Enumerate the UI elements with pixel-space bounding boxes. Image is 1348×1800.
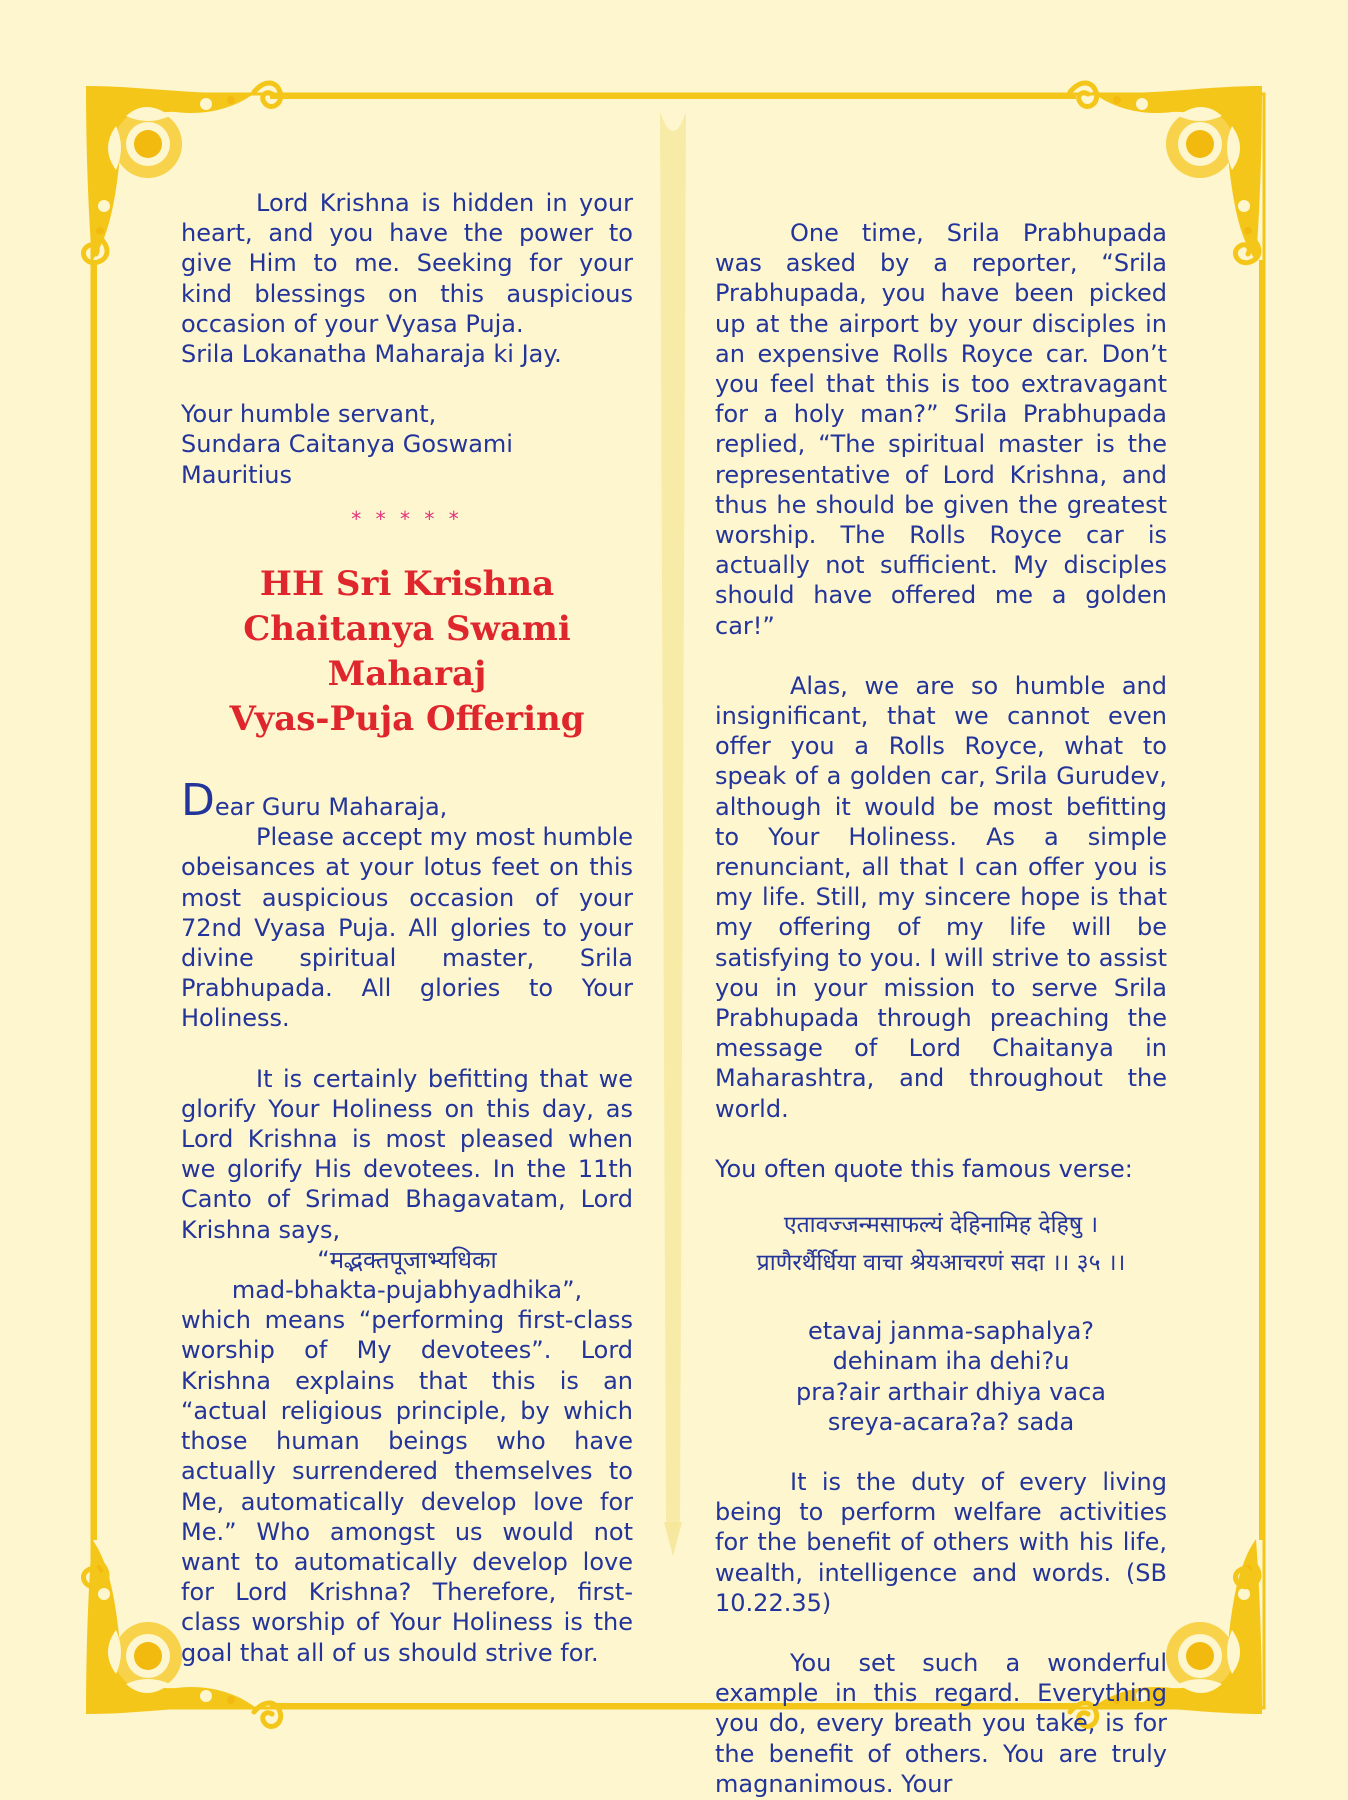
- verse-translit-line-3: pra?air arthair dhiya vaca: [796, 1377, 1106, 1406]
- befitting-paragraph: It is certainly befitting that we glorify Your Holiness on this day, as Lord Krishna is most pleased when we glorify His devotees. In the 11th Canto of Srimad Bhagavatam, Lord Krishna says,: [181, 1064, 633, 1244]
- title-line-4: Vyas-Puja Offering: [229, 699, 585, 740]
- verse-translit-line-1: etavaj janma-saphalya?: [807, 1317, 1095, 1346]
- signature-location: Mauritius: [181, 460, 292, 489]
- verse-translit-line-4: sreya-acara?a? sada: [827, 1407, 1075, 1436]
- closing-paragraph: Lord Krishna is hidden in your heart, and you have the power to give Him to me. Seeking for your kind blessings on this auspicious occasion of your Vyasa Puja.: [181, 189, 633, 338]
- humble-paragraph: Alas, we are so humble and insignificant, that we cannot even offer you a Rolls Royce, what to speak of a golden car, Srila Gurudev, although it would be most befitting to Your Holiness. As a simple renunciant, all that I can offer you is my life. Still, my sincere hope is that my offering of my life will be satisfying to you. I will strive to assist you in your mission to serve Srila Prabhupada through preaching the message of Lord Chaitanya in Maharashtra, and throughout the world.: [715, 671, 1167, 1123]
- section-separator: * * * * *: [351, 506, 463, 531]
- verse-devanagari-line-2: प्राणैरर्थैर्धिया वाचा श्रेयआचरणं सदा ।। ३५ ।।: [756, 1250, 1126, 1277]
- title-line-2: Chaitanya Swami: [243, 609, 571, 650]
- salutation: [181, 775, 633, 827]
- drop-cap: D: [181, 775, 215, 827]
- signature-name: Sundara Caitanya Goswami: [181, 430, 513, 459]
- title-line-3: Maharaj: [327, 654, 487, 695]
- reporter-paragraph: One time, Srila Prabhupada was asked by a reporter, “Srila Prabhupada, you have been picked up at the airport by your disciples in an expensive Rolls Royce car. Don’t you feel that this is too extravagant for a holy man?” Srila Prabhupada replied, “The spiritual master is the representative of Lord Krishna, and thus he should be given the greatest worship. The Rolls Royce car is actually not sufficient. My disciples should have offered me a golden car!”: [715, 219, 1167, 640]
- verse-intro: You often quote this famous verse:: [715, 1154, 1133, 1183]
- verse-devanagari-line-1: एतावज्जन्मसाफल्यं देहिनामिह देहिषु ।: [783, 1212, 1099, 1239]
- title-line-1: HH Sri Krishna: [259, 564, 555, 605]
- meaning-paragraph: which means “performing first-class worship of My devotees”. Lord Krishna explains that this is an “actual religious principle, by which those human beings who have actually surrendered themselves to Me, automatically develop love for Me.” Who amongst us would not want to automatically develop love for Lord Krishna? Therefore, first-class worship of Your Holiness is the goal that all of us should strive for.: [181, 1306, 633, 1667]
- transliteration-quote: mad-bhakta-pujabhyadhika”,: [231, 1276, 583, 1305]
- devanagari-quote: “मद्भक्तपूजाभ्यधिका: [317, 1245, 497, 1274]
- jay-line: Srila Lokanatha Maharaja ki Jay.: [181, 340, 562, 369]
- offering-title: [181, 562, 633, 742]
- verse-translation: It is the duty of every living being to perform welfare activities for the benefit of others with his life, wealth, intelligence and words. (SB 10.22.35): [715, 1467, 1167, 1617]
- signature-line-1: Your humble servant,: [181, 400, 437, 429]
- left-column: [181, 188, 633, 1668]
- salutation-text: ear Guru Maharaja,: [214, 793, 448, 822]
- obeisance-paragraph: Please accept my most humble obeisances at your lotus feet on this most auspicious occasion of your 72nd Vyasa Puja. All glories to your divine spiritual master, Srila Prabhupada. All glories to Your Holiness.: [181, 823, 633, 1033]
- right-column: [715, 218, 1167, 1799]
- example-paragraph: You set such a wonderful example in this regard. Everything you do, every breath you take, is for the benefit of others. You are truly magnanimous. Your: [715, 1648, 1167, 1798]
- verse-translit-line-2: dehinam iha dehi?u: [832, 1347, 1070, 1376]
